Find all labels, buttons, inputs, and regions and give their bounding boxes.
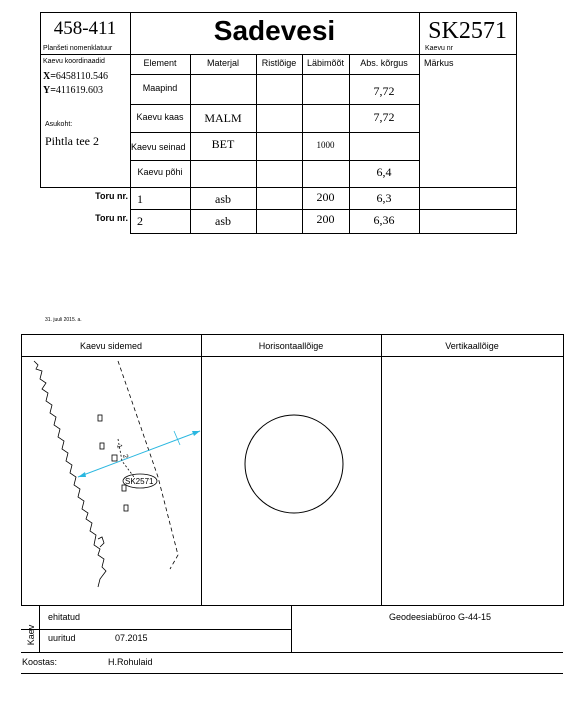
- pipe-number: 2: [137, 214, 143, 228]
- row-element: Kaevu kaas: [136, 112, 184, 122]
- plan-title: Kaevu sidemed: [79, 341, 143, 351]
- marker: [98, 415, 102, 421]
- property-boundary: [118, 361, 178, 569]
- address-value: Pihtla tee 2: [45, 134, 99, 148]
- built-label: ehitatud: [48, 612, 81, 622]
- row-elevation: 7,72: [373, 110, 395, 124]
- row-element: Maapind: [142, 83, 178, 93]
- author-name: H.Rohulaid: [108, 657, 153, 667]
- col-diameter: Läbimõõt: [306, 58, 345, 68]
- row-material: MALM: [204, 111, 242, 125]
- pipe-elevation: 6,3: [376, 191, 392, 205]
- pipe-label: Toru nr.: [95, 191, 128, 201]
- pipe-diameter: 200: [316, 190, 335, 204]
- well-id: SK2571: [428, 18, 507, 44]
- pipe-diameter: 200: [316, 212, 335, 226]
- pipe-material: asb: [215, 192, 231, 206]
- surveyed-date: 07.2015: [115, 633, 148, 643]
- row-element: Kaevu põhi: [137, 167, 183, 177]
- page-title: Sadevesi: [213, 15, 336, 46]
- col-note: Märkus: [424, 58, 454, 68]
- marker: [124, 505, 128, 511]
- plan-sketch: [22, 357, 201, 605]
- arrow-icon: [192, 431, 200, 436]
- col-elevation: Abs. kõrgus: [360, 58, 408, 68]
- pipe-elevation: 6,36: [373, 213, 395, 227]
- footer-side-label: Kaev: [26, 624, 36, 646]
- pipe-2-label: 2: [121, 453, 129, 460]
- pipe-number: 1: [137, 192, 143, 206]
- col-section: Ristlõige: [261, 58, 297, 68]
- vertical-section-title: Vertikaallõige: [445, 341, 499, 351]
- fence-detail: [98, 537, 104, 547]
- row-diameter: 1000: [316, 140, 335, 150]
- row-material: BET: [211, 137, 235, 151]
- building-outline: [34, 361, 106, 587]
- row-element: Kaevu seinad: [131, 142, 186, 152]
- horizontal-section: [202, 357, 381, 605]
- arrow-icon: [78, 472, 86, 477]
- row-elevation: 7,72: [373, 84, 395, 98]
- pipe-1-label: 1: [115, 443, 123, 450]
- pipe-material: asb: [215, 214, 231, 228]
- address-label: Asukoht:: [45, 121, 73, 128]
- sheet-caption: Planšeti nomenklatuur: [43, 45, 113, 52]
- marker: [100, 443, 104, 449]
- author-label: Koostas:: [22, 657, 58, 667]
- row-elevation: 6,4: [376, 165, 392, 179]
- coord-y: Y=411619.603: [43, 85, 104, 96]
- col-element: Element: [143, 58, 177, 68]
- coord-x: X=6458110.546: [43, 71, 109, 82]
- surveyed-label: uuritud: [48, 633, 76, 643]
- pipe-marker: [112, 455, 117, 461]
- sheet-number: 458-411: [53, 18, 117, 39]
- col-material: Materjal: [206, 58, 239, 68]
- well-label: SK2571: [125, 477, 154, 486]
- horizontal-section-title: Horisontaallõige: [258, 341, 324, 351]
- well-circle: [245, 415, 343, 513]
- measurement-line: [78, 431, 200, 477]
- date-text: 31. juuli 2015. a.: [45, 317, 82, 323]
- measurement-tick: [174, 431, 180, 445]
- pipe-label: Toru nr.: [95, 213, 128, 223]
- well-id-caption: Kaevu nr: [425, 45, 454, 52]
- coords-label: Kaevu koordinaadid: [43, 58, 105, 65]
- bureau-text: Geodeesiabüroo G-44-15: [389, 612, 492, 622]
